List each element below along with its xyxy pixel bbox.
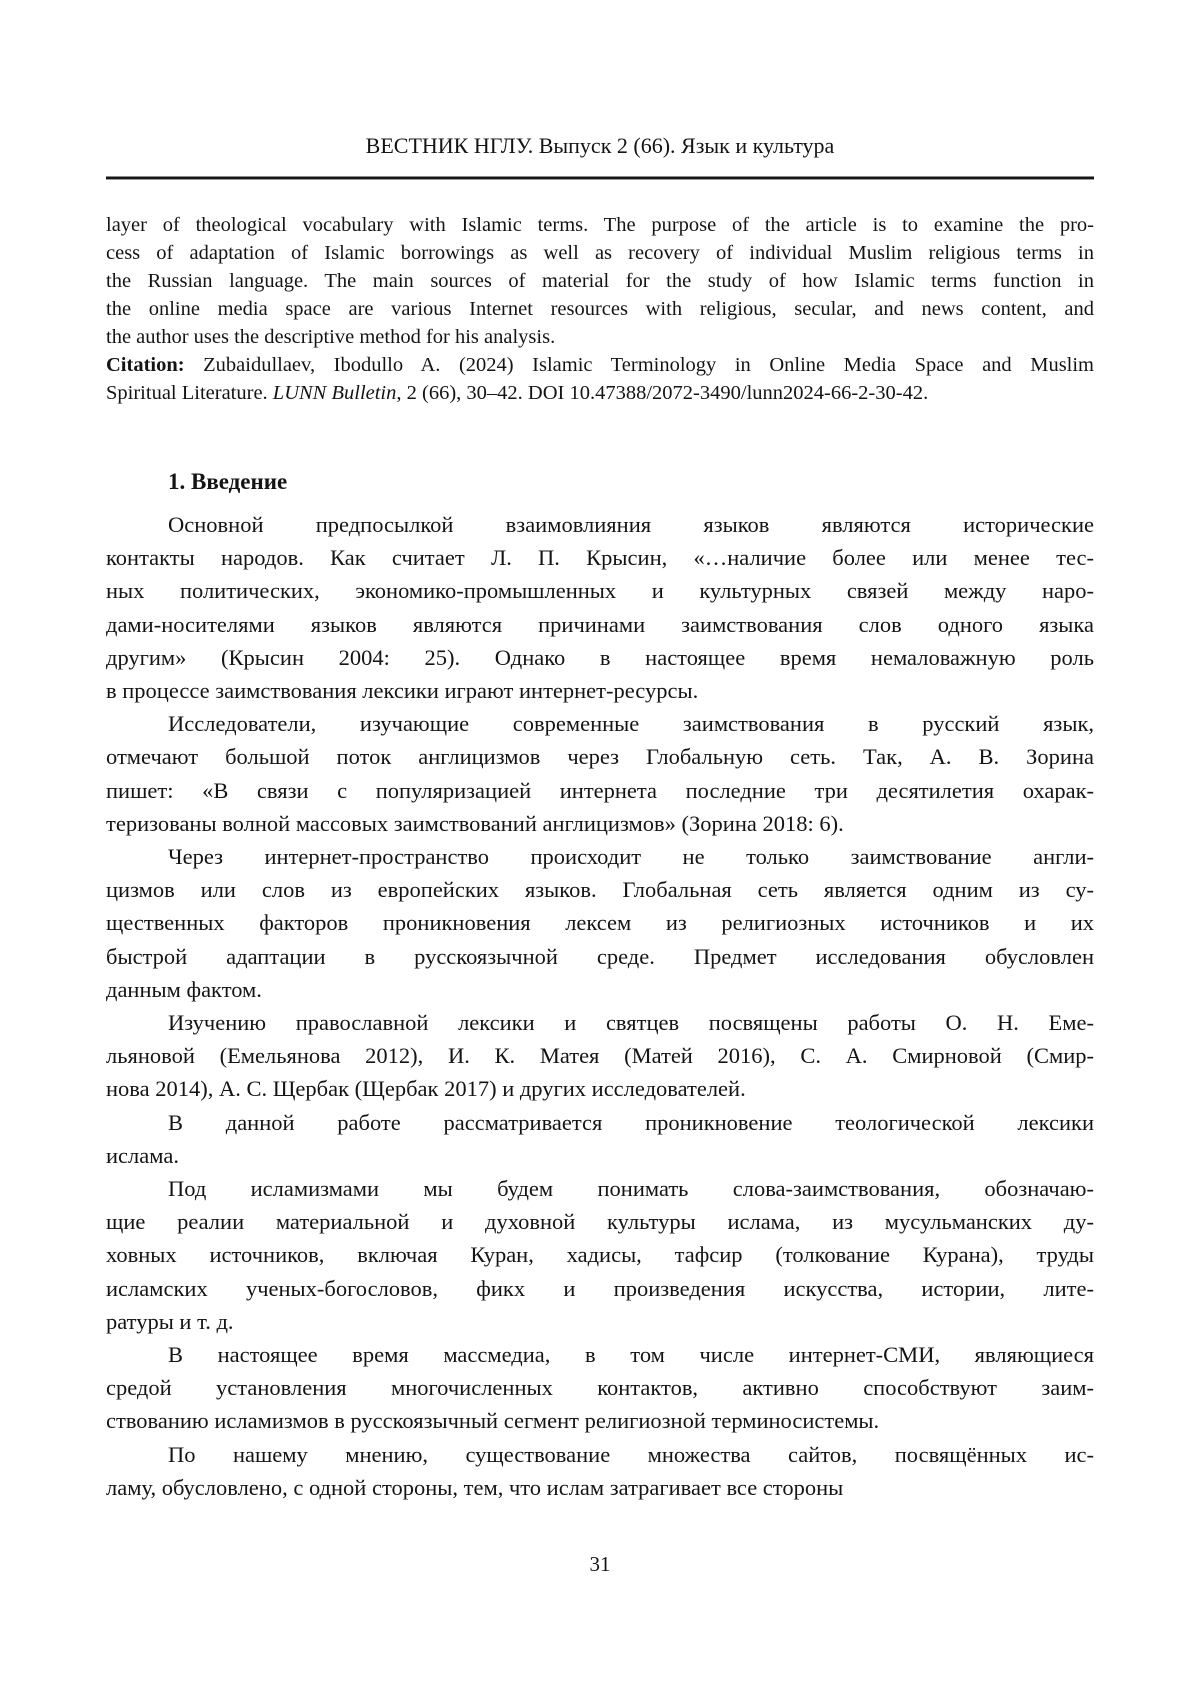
body-line: В настоящее время массмедиа, в том числе интернет-СМИ, являющиеся — [168, 1342, 1094, 1368]
body-line: щие реалии материальной и духовной культуры ислама, из мусульманских ду- — [106, 1209, 1094, 1235]
paragraph — [106, 840, 1094, 1006]
citation-text: , 2 (66), 30–42. DOI 10.47388/2072-3490/lunn2024-66-2-30-42. — [396, 382, 929, 404]
body-line: отмечают большой поток англицизмов через Глобальную сеть. Так, А. В. Зорина — [106, 744, 1094, 770]
body-line: Через интернет-пространство происходит не только заимствование англи- — [168, 844, 1094, 870]
citation-line — [106, 379, 1094, 407]
body-paragraphs — [106, 508, 1094, 1504]
abstract-line: the online media space are various Internet resources with religious, secular, and news content, and — [106, 298, 1094, 320]
paragraph — [106, 1338, 1094, 1438]
body-line: исламских ученых-богословов, фикх и произведения искусства, истории, лите- — [106, 1275, 1094, 1301]
section-heading-introduction: 1. Введение — [168, 469, 288, 494]
body-line: Основной предпосылкой взаимовлияния языков являются исторические — [168, 512, 1094, 537]
body-line: быстрой адаптации в русскоязычной среде. Предмет исследования обусловлен — [106, 943, 1094, 969]
body-line: контакты народов. Как считает Л. П. Крысин, «…наличие более или менее тес- — [106, 545, 1094, 571]
body-line: Исследователи, изучающие современные заимствования в русский язык, — [168, 711, 1094, 737]
body-line: в процессе заимствования лексики играют интернет-ресурсы. — [106, 678, 699, 704]
body-line: ислама. — [106, 1142, 179, 1168]
page-content — [106, 0, 1094, 1697]
body-line: ховных источников, включая Куран, хадисы, тафсир (толкование Курана), труды — [106, 1242, 1094, 1268]
citation-journal-name: LUNN Bulletin — [272, 382, 397, 404]
paragraph — [106, 1172, 1094, 1338]
body-line: цизмов или слов из европейских языков. Глобальная сеть является одним из су- — [106, 877, 1094, 903]
paragraph — [106, 707, 1094, 840]
body-line: Изучению православной лексики и святцев посвящены работы О. Н. Еме- — [168, 1010, 1094, 1036]
body-line: дами-носителями языков являются причинами заимствования слов одного языка — [106, 611, 1094, 637]
abstract-line: cess of adaptation of Islamic borrowings as well as recovery of individual Muslim religious terms in — [106, 242, 1094, 264]
page-number: 31 — [589, 1552, 611, 1576]
body-line: ствованию исламизмов в русскоязычный сегмент религиозной терминосистемы. — [106, 1408, 880, 1434]
body-line: ламу, обусловлено, с одной стороны, тем, что ислам затрагивает все стороны — [106, 1474, 844, 1500]
body-line: другим» (Крысин 2004: 25). Однако в настоящее время немаловажную роль — [106, 644, 1094, 670]
citation-text: Spiritual Literature. — [106, 382, 268, 404]
paragraph — [106, 1106, 1094, 1172]
abstract-line: the Russian language. The main sources of material for the study of how Islamic terms function in — [106, 270, 1094, 292]
citation-line — [106, 351, 1094, 379]
abstract-block — [106, 211, 1094, 407]
paragraph — [106, 1006, 1094, 1106]
body-line: теризованы волной массовых заимствований англицизмов» (Зорина 2018: 6). — [106, 810, 844, 836]
body-line: данным фактом. — [106, 976, 262, 1002]
body-line: По нашему мнению, существование множества сайтов, посвящённых ис- — [168, 1441, 1094, 1467]
body-line: щественных факторов проникновения лексем из религиозных источников и их — [106, 910, 1094, 936]
body-line: пишет: «В связи с популяризацией интернета последние три десятилетия охарак- — [106, 777, 1094, 803]
paragraph — [106, 1438, 1094, 1504]
body-line: нова 2014), А. С. Щербак (Щербак 2017) и других исследователей. — [106, 1076, 746, 1102]
citation-label: Citation: — [106, 354, 185, 376]
citation-text: Zubaidullaev, Ibodullo A. (2024) Islamic Terminology in Online Media Space and Muslim — [203, 354, 1094, 376]
body-line: Под исламизмами мы будем понимать слова-заимствования, обозначаю- — [168, 1176, 1094, 1202]
body-line: ратуры и т. д. — [106, 1308, 234, 1334]
body-line: средой установления многочисленных контактов, активно способствуют заим- — [106, 1375, 1094, 1401]
body-line: В данной работе рассматривается проникновение теологической лексики — [168, 1109, 1094, 1135]
body-line: ных политических, экономико-промышленных и культурных связей между наро- — [106, 578, 1094, 604]
abstract-lines — [106, 211, 1094, 351]
header-rule — [106, 176, 1094, 180]
abstract-line: the author uses the descriptive method for his analysis. — [106, 326, 556, 348]
running-header: ВЕСТНИК НГЛУ. Выпуск 2 (66). Язык и культура — [365, 133, 835, 158]
body-line: льяновой (Емельянова 2012), И. К. Матея (Матей 2016), С. А. Смирновой (Смир- — [106, 1043, 1094, 1069]
abstract-line: layer of theological vocabulary with Islamic terms. The purpose of the article is to examine the pro- — [106, 214, 1094, 236]
paragraph — [106, 508, 1094, 707]
